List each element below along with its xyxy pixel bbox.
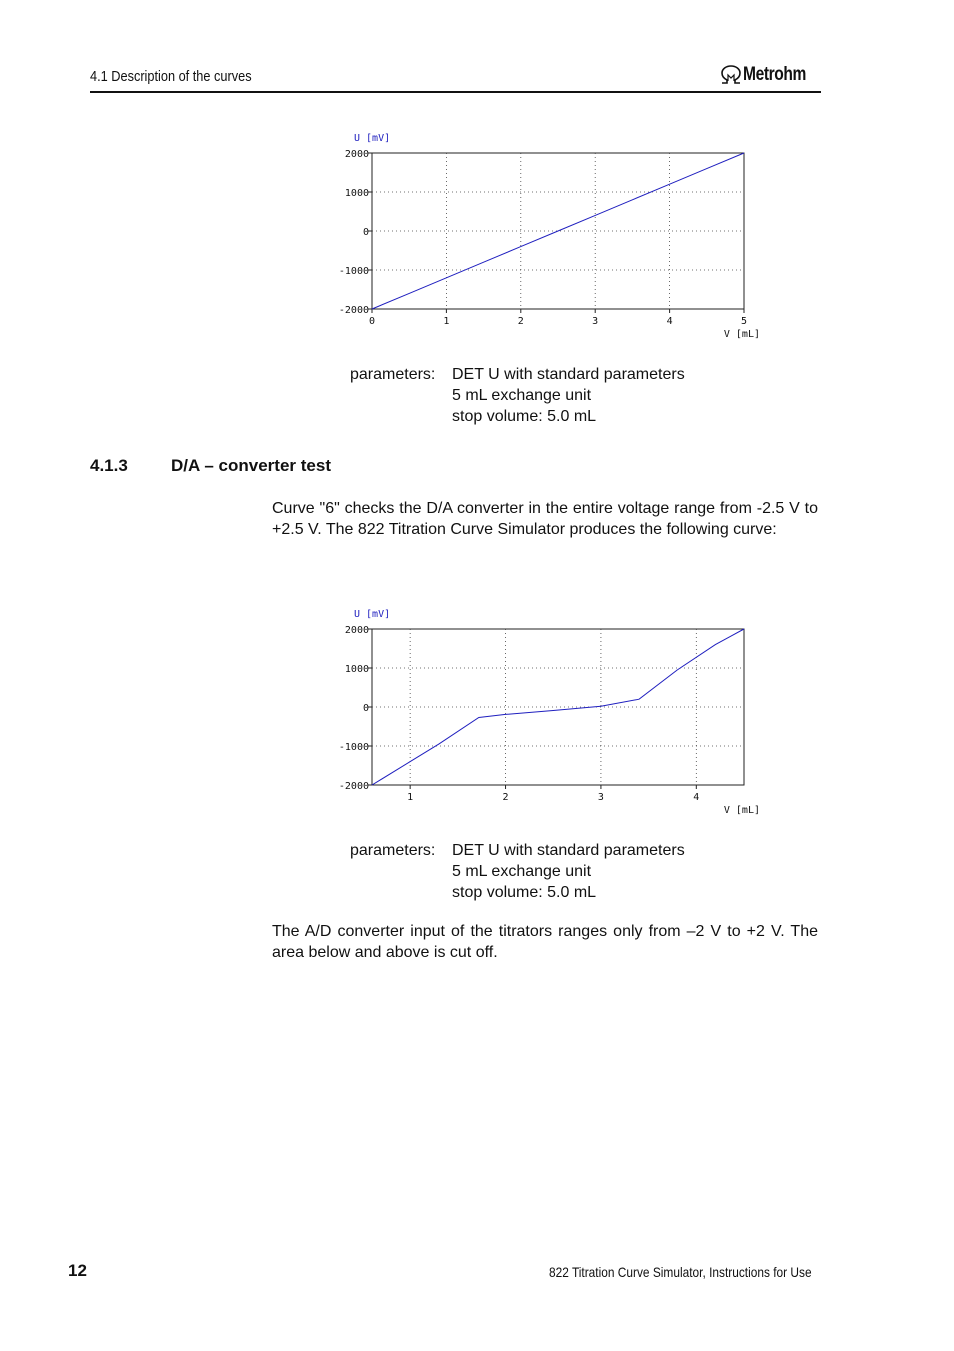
y-axis-label: U [mV] [354, 609, 391, 620]
x-tick-label: 3 [597, 792, 604, 803]
parameter-line: stop volume: 5.0 mL [452, 884, 597, 901]
y-tick-label: -2000 [338, 305, 369, 316]
section-number: 4.1.3 [90, 456, 128, 475]
y-tick-label: 0 [362, 703, 369, 714]
section-title: D/A – converter test [171, 456, 331, 475]
chart-linear-curve [330, 128, 780, 348]
brand-name: Metrohm [743, 64, 806, 85]
parameter-line: 5 mL exchange unit [452, 863, 592, 880]
x-tick-label: 3 [592, 316, 599, 327]
x-tick-label: 4 [693, 792, 700, 803]
running-header-section: 4.1 Description of the curves [90, 68, 252, 85]
parameter-line: DET U with standard parameters [452, 842, 685, 859]
footer-title: 822 Titration Curve Simulator, Instructions for Use [549, 1264, 812, 1280]
y-tick-label: 1000 [344, 188, 369, 199]
page-number: 12 [68, 1261, 87, 1280]
x-tick-label: 1 [443, 316, 450, 327]
parameter-line: stop volume: 5.0 mL [452, 408, 597, 425]
y-tick-label: 0 [362, 227, 369, 238]
chart-da-converter-curve [330, 604, 780, 824]
section-paragraph: Curve "6" checks the D/A converter in the entire voltage range from -2.5 V to +2.5 V. The 822 Titration Curve Simulator produces the following curve: [272, 500, 818, 538]
section-heading [90, 456, 490, 478]
y-tick-label: 2000 [344, 149, 369, 160]
parameter-line: 5 mL exchange unit [452, 387, 592, 404]
y-tick-label: -1000 [338, 266, 369, 277]
y-tick-label: 2000 [344, 625, 369, 636]
y-tick-label: 1000 [344, 664, 369, 675]
parameters-label: parameters: [350, 366, 436, 383]
chart1-svg [330, 128, 780, 343]
x-axis-label: V [mL] [723, 329, 760, 340]
y-tick-label: -2000 [338, 781, 369, 792]
y-tick-label: -1000 [338, 742, 369, 753]
omega-icon [719, 65, 743, 85]
closing-paragraph: The A/D converter input of the titrators ranges only from –2 V to +2 V. The area below and above is cut off. [272, 923, 818, 961]
header-rule [90, 91, 821, 93]
chart2-svg [330, 604, 780, 819]
x-tick-label: 1 [407, 792, 414, 803]
x-tick-label: 4 [666, 316, 673, 327]
chart1-parameters [0, 364, 954, 430]
metrohm-logo [719, 64, 820, 86]
x-tick-label: 5 [740, 316, 748, 327]
parameter-line: DET U with standard parameters [452, 366, 685, 383]
chart2-parameters [0, 840, 954, 906]
x-tick-label: 2 [517, 316, 524, 327]
x-axis-label: V [mL] [723, 805, 760, 816]
parameters-label: parameters: [350, 842, 436, 859]
y-axis-label: U [mV] [354, 133, 391, 144]
x-tick-label: 2 [502, 792, 509, 803]
x-tick-label: 0 [368, 316, 376, 327]
